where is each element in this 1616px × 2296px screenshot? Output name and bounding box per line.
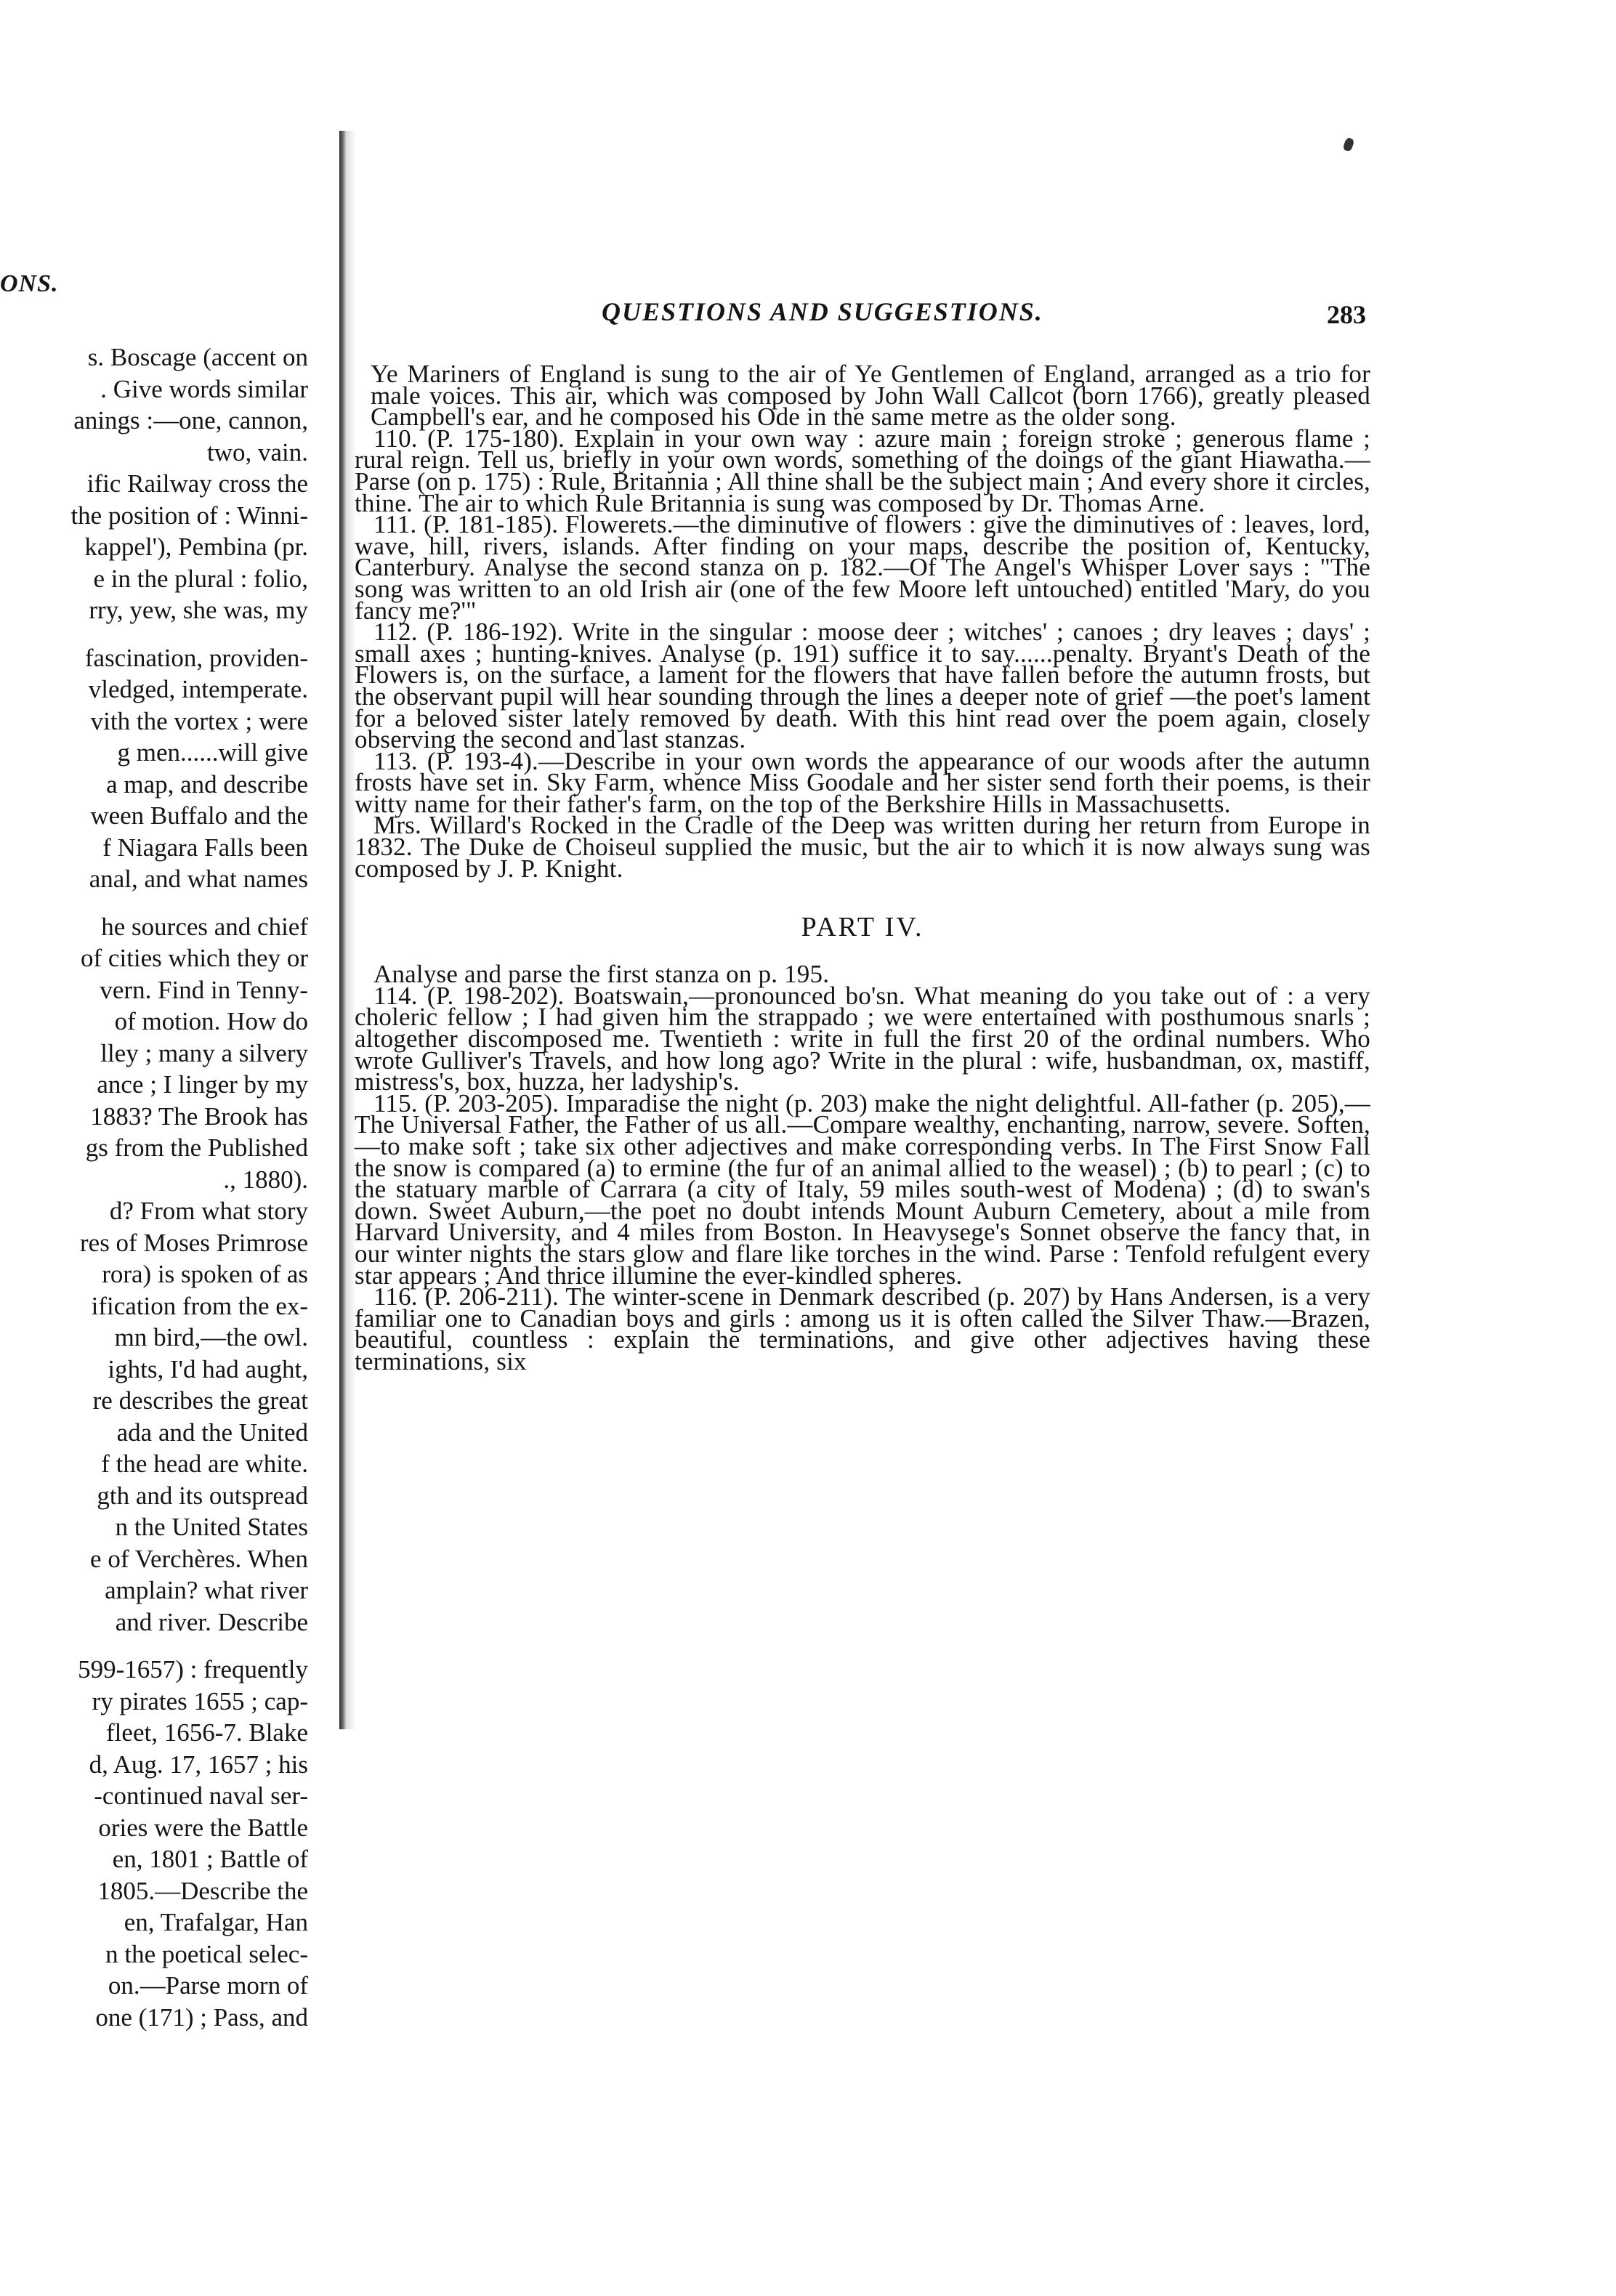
paragraph-111: 111. (P. 181-185). Flowerets.—the diminutive of flowers : give the diminutives of : leaves, lord, wave, hill, rivers, islands. After finding on your maps, describe the position of, Kentucky, Canterbury. Analyse the second stanza on p. 182.—Of The Angel's Whisper Lover says : "The song was written to an old Irish air (one of the few Moore left untouched) entitled 'Mary, do you fancy me?'" bbox=[355, 510, 1370, 625]
left-page-line: d, Aug. 17, 1657 ; his bbox=[89, 1750, 308, 1779]
left-page-line: of cities which they or bbox=[81, 944, 308, 972]
left-page-line: 599-1657) : frequently bbox=[78, 1655, 308, 1683]
left-page-line: f the head are white. bbox=[101, 1450, 308, 1478]
left-page-line: gth and its outspread bbox=[97, 1481, 308, 1510]
page-number: 283 bbox=[1327, 300, 1366, 329]
left-page-line: of motion. How do bbox=[114, 1007, 308, 1035]
left-page-line: rora) is spoken of as bbox=[102, 1260, 308, 1288]
left-page-line: on.—Parse morn of bbox=[108, 1971, 308, 2000]
left-page-line: two, vain. bbox=[206, 437, 308, 466]
left-page-line: mn bird,—the owl. bbox=[114, 1323, 308, 1351]
book-gutter bbox=[339, 131, 346, 1729]
paragraph-mariners: Ye Mariners of England is sung to the air of Ye Gentlemen of England, arranged as a trio for male voices. This air, which was composed by John Wall Callcot (born 1766), greatly pleased Campbell's ear, and he composed his Ode in the same metre as the older song. bbox=[371, 360, 1370, 432]
left-page-line: ific Railway cross the bbox=[86, 469, 308, 498]
left-page-line: anings :—one, cannon, bbox=[73, 406, 308, 434]
left-page-line: d? From what story bbox=[109, 1197, 308, 1225]
paragraph-115: 115. (P. 203-205). Imparadise the night (p. 203) make the night delightful. All-father (p. 205),—The Universal Father, the Father of us all.—Compare wealthy, enchanting, narrow, severe. Soften,—to make soft ; take six other adjectives and make corresponding verbs. In The First Snow Fall the snow is compared (a) to ermine (the fur of an animal allied to the weasel) ; (b) to pearl ; (c) to the statuary marble of Carrara (a city of Italy, 59 miles south-west of Modena) ; (d) to swan's down. Sweet Auburn,—the poet no doubt intends Mount Auburn Cemetery, about a mile from Harvard University, and 4 miles from Boston. In Heavysege's Sonnet observe the fancy that, in our winter nights the stars glow and flare like torches in the wind. Parse : Tenfold refulgent every star appears ; And thrice illumine the ever-kindled spheres. bbox=[355, 1088, 1370, 1290]
left-page-line: he sources and chief bbox=[101, 912, 308, 941]
left-page-line: anal, and what names bbox=[89, 865, 308, 893]
left-page-line: ween Buffalo and the bbox=[90, 801, 308, 830]
paragraph-112: 112. (P. 186-192). Write in the singular : moose deer ; witches' ; canoes ; dry leaves ; days' ; small axes ; hunting-knives. Analyse (p. 191) suffice it to say......penalty. Bryant's Death of the Flowers is, on the surface, a lament for the flowers that have fallen before the autumn frosts, but the observant pupil will hear sounding through the lines a deeper note of grief —the poet's lament for a beloved sister lately removed by death. With this hint read over the poem again, closely observing the second and last stanzas. bbox=[355, 618, 1370, 754]
left-page-fragment bbox=[0, 0, 334, 2296]
left-page-line: 1805.—Describe the bbox=[97, 1876, 308, 1905]
left-page-line: the position of : Winni- bbox=[70, 501, 308, 530]
left-page-line: amplain? what river bbox=[105, 1576, 308, 1604]
left-page-line: gs from the Published bbox=[85, 1133, 308, 1162]
running-head: QUESTIONS AND SUGGESTIONS. bbox=[602, 297, 1043, 326]
page-body bbox=[355, 360, 1370, 1375]
left-running-head: ONS. bbox=[0, 270, 59, 297]
left-page-line: ories were the Battle bbox=[98, 1813, 308, 1842]
left-page-line: vern. Find in Tenny- bbox=[100, 975, 308, 1004]
left-page-line: rry, yew, she was, my bbox=[89, 596, 308, 624]
left-page-line: s. Boscage (accent on bbox=[87, 343, 308, 371]
left-page-line: ification from the ex- bbox=[91, 1291, 308, 1320]
left-page-line: en, Trafalgar, Han bbox=[124, 1908, 308, 1936]
left-page-line: ., 1880). bbox=[223, 1165, 308, 1194]
paragraph-113: 113. (P. 193-4).—Describe in your own words the appearance of our woods after the autumn frosts have set in. Sky Farm, whence Miss Goodale and her sister send forth their poems, is their witty name for their father's farm, on the top of the Berkshire Hills in Massachusetts. bbox=[355, 746, 1370, 818]
left-page-line: vledged, intemperate. bbox=[88, 675, 308, 703]
left-page-line: e of Verchères. When bbox=[90, 1544, 308, 1573]
left-page-line: re describes the great bbox=[92, 1386, 308, 1415]
left-page-text bbox=[0, 341, 334, 2033]
left-page-line: lley ; many a silvery bbox=[100, 1038, 308, 1067]
left-page-line: fascination, providen- bbox=[84, 643, 308, 672]
right-page bbox=[355, 0, 1372, 2296]
left-page-line bbox=[0, 1638, 334, 1654]
left-page-line bbox=[0, 626, 334, 642]
left-page-line: fleet, 1656-7. Blake bbox=[106, 1718, 308, 1747]
left-page-line: n the United States bbox=[115, 1513, 308, 1541]
left-page-line: ry pirates 1655 ; cap- bbox=[92, 1686, 308, 1715]
paragraph-116: 116. (P. 206-211). The winter-scene in Denmark described (p. 207) by Hans Andersen, is a very familiar one to Canadian boys and girls : among us it is often called the Silver Thaw.—Brazen, beautiful, countless : explain the terminations, and give other adjectives having these terminations, six bbox=[355, 1282, 1370, 1375]
left-page-line: 1883? The Brook has bbox=[90, 1101, 308, 1131]
left-page-line: one (171) ; Pass, and bbox=[95, 2002, 308, 2032]
paragraph-analyse: Analyse and parse the first stanza on p. 195. bbox=[373, 960, 830, 989]
left-page-line: ance ; I linger by my bbox=[97, 1070, 308, 1099]
paragraph-willard: Mrs. Willard's Rocked in the Cradle of the Deep was written during her return from Europe in 1832. The Duke de Choiseul supplied the music, but the air to which it is now always sung was composed by J. P. Knight. bbox=[355, 811, 1370, 883]
left-page-line bbox=[0, 895, 334, 911]
left-page-line: n the poetical selec- bbox=[105, 1939, 308, 1968]
left-page-line: a map, and describe bbox=[106, 769, 308, 799]
left-page-line: ada and the United bbox=[116, 1418, 308, 1447]
left-page-line: kappel'), Pembina (pr. bbox=[84, 533, 308, 561]
part-heading: PART IV. bbox=[801, 912, 924, 943]
left-page-line: g men......will give bbox=[117, 738, 308, 767]
paragraph-110: 110. (P. 175-180). Explain in your own way : azure main ; foreign stroke ; generous flame ; rural reign. Tell us, briefly in your own words, something of the doings of the giant Hiawatha.—Parse (on p. 175) : Rule, Britannia ; All thine shall be the subject main ; And every shore it circles, thine. The air to which Rule Britannia is sung was composed by Dr. Thomas Arne. bbox=[355, 424, 1370, 517]
left-page-line: res of Moses Primrose bbox=[80, 1228, 308, 1257]
left-page-line: en, 1801 ; Battle of bbox=[112, 1845, 308, 1873]
left-page-line: ights, I'd had aught, bbox=[108, 1354, 308, 1383]
left-page-line: e in the plural : folio, bbox=[93, 564, 308, 593]
left-page-line: and river. Describe bbox=[115, 1607, 308, 1636]
left-page-line: vith the vortex ; were bbox=[90, 706, 308, 735]
left-page-line: -continued naval ser- bbox=[94, 1782, 308, 1810]
left-page-line: . Give words similar bbox=[100, 374, 308, 403]
paragraph-114: 114. (P. 198-202). Boatswain,—pronounced bo'sn. What meaning do you take out of : a very choleric fellow ; I had given him the strappado ; we were entertained with posthumous snarls ; altogether discomposed me. Twentieth : write in full the first 20 of the ordinal numbers. Who wrote Gulliver's Travels, and how long ago? Write in the plural : wife, husbandman, ox, mastiff, mistress's, box, huzza, her ladyship's. bbox=[355, 981, 1370, 1096]
left-page-line: f Niagara Falls been bbox=[102, 833, 308, 862]
